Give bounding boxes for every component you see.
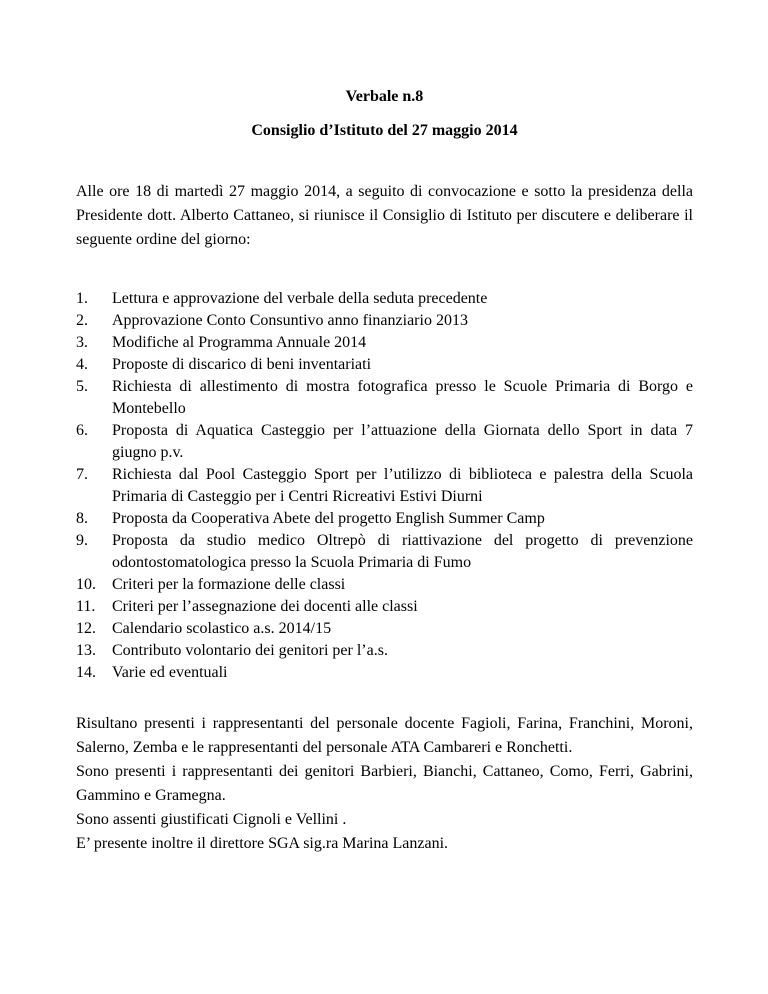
attendance-director: E’ presente inoltre il direttore SGA sig.ra Marina Lanzani. [76, 835, 449, 852]
agenda-item-text: Proposta di Aquatica Casteggio per l’attuazione della Giornata dello Sport in data 7 giugno p.v. [112, 422, 693, 461]
agenda-item-number: 14. [76, 664, 96, 681]
agenda-item-text: Criteri per la formazione delle classi [112, 576, 346, 593]
attendance-absent: Sono assenti giustificati Cignoli e Vellini . [76, 811, 347, 828]
agenda-item-number: 13. [76, 642, 96, 659]
agenda-item [76, 618, 693, 640]
agenda-item-number: 3. [76, 334, 88, 351]
document-subtitle: Consiglio d’Istituto del 27 maggio 2014 [251, 122, 518, 139]
agenda-item-text: Proposte di discarico di beni inventariati [112, 356, 372, 373]
agenda-item-text: Proposta da studio medico Oltrepò di riattivazione del progetto di prevenzione odontostomatologica presso la Scuola Primaria di Fumo [112, 532, 693, 571]
agenda-item [76, 530, 693, 574]
attendance-section [76, 712, 693, 856]
agenda-item-text: Proposta da Cooperativa Abete del progetto English Summer Camp [112, 510, 545, 527]
agenda-item-number: 1. [76, 290, 88, 307]
attendance-teachers: Risultano presenti i rappresentanti del personale docente Fagioli, Farina, Franchini, Moroni, Salerno, Zemba e le rappresentanti del personale ATA Cambareri e Ronchetti. [76, 715, 693, 756]
agenda-item-text: Lettura e approvazione del verbale della seduta precedente [112, 290, 488, 307]
agenda-item [76, 596, 693, 618]
document-title: Verbale n.8 [345, 88, 424, 105]
agenda-item-number: 4. [76, 356, 88, 373]
agenda-item-number: 11. [76, 598, 96, 615]
agenda-item-text: Calendario scolastico a.s. 2014/15 [112, 620, 332, 637]
agenda-item [76, 464, 693, 508]
agenda-item [76, 376, 693, 420]
agenda-item-text: Contributo volontario dei genitori per l’a.s. [112, 642, 388, 659]
agenda-list [76, 288, 693, 684]
agenda-item [76, 332, 693, 354]
agenda-item-text: Modifiche al Programma Annuale 2014 [112, 334, 367, 351]
agenda-item-number: 9. [76, 532, 88, 549]
agenda-item-number: 2. [76, 312, 88, 329]
agenda-item-number: 6. [76, 422, 88, 439]
agenda-item-text: Richiesta dal Pool Casteggio Sport per l’utilizzo di biblioteca e palestra della Scuola Primaria di Casteggio per i Centri Ricreativi Estivi Diurni [112, 466, 693, 505]
agenda-item [76, 508, 693, 530]
agenda-item-number: 12. [76, 620, 96, 637]
agenda-item-number: 10. [76, 576, 96, 593]
agenda-item [76, 310, 693, 332]
agenda-item [76, 288, 693, 310]
agenda-item [76, 354, 693, 376]
agenda-item-number: 8. [76, 510, 88, 527]
attendance-parents: Sono presenti i rappresentanti dei genitori Barbieri, Bianchi, Cattaneo, Como, Ferri, Gabrini, Gammino e Gramegna. [76, 763, 693, 804]
agenda-item [76, 420, 693, 464]
agenda-item [76, 640, 693, 662]
agenda-item-text: Approvazione Conto Consuntivo anno finanziario 2013 [112, 312, 468, 329]
agenda-item [76, 662, 693, 684]
agenda-item-text: Varie ed eventuali [112, 664, 228, 681]
agenda-item-number: 7. [76, 466, 88, 483]
agenda-item-number: 5. [76, 378, 88, 395]
agenda-item-text: Criteri per l’assegnazione dei docenti alle classi [112, 598, 418, 615]
agenda-item [76, 574, 693, 596]
intro-paragraph: Alle ore 18 di martedì 27 maggio 2014, a seguito di convocazione e sotto la presidenza della Presidente dott. Alberto Cattaneo, si riunisce il Consiglio di Istituto per discutere e deliberare il seguente ordine del giorno: [76, 183, 693, 248]
agenda-item-text: Richiesta di allestimento di mostra fotografica presso le Scuole Primaria di Borgo e Montebello [112, 378, 693, 417]
